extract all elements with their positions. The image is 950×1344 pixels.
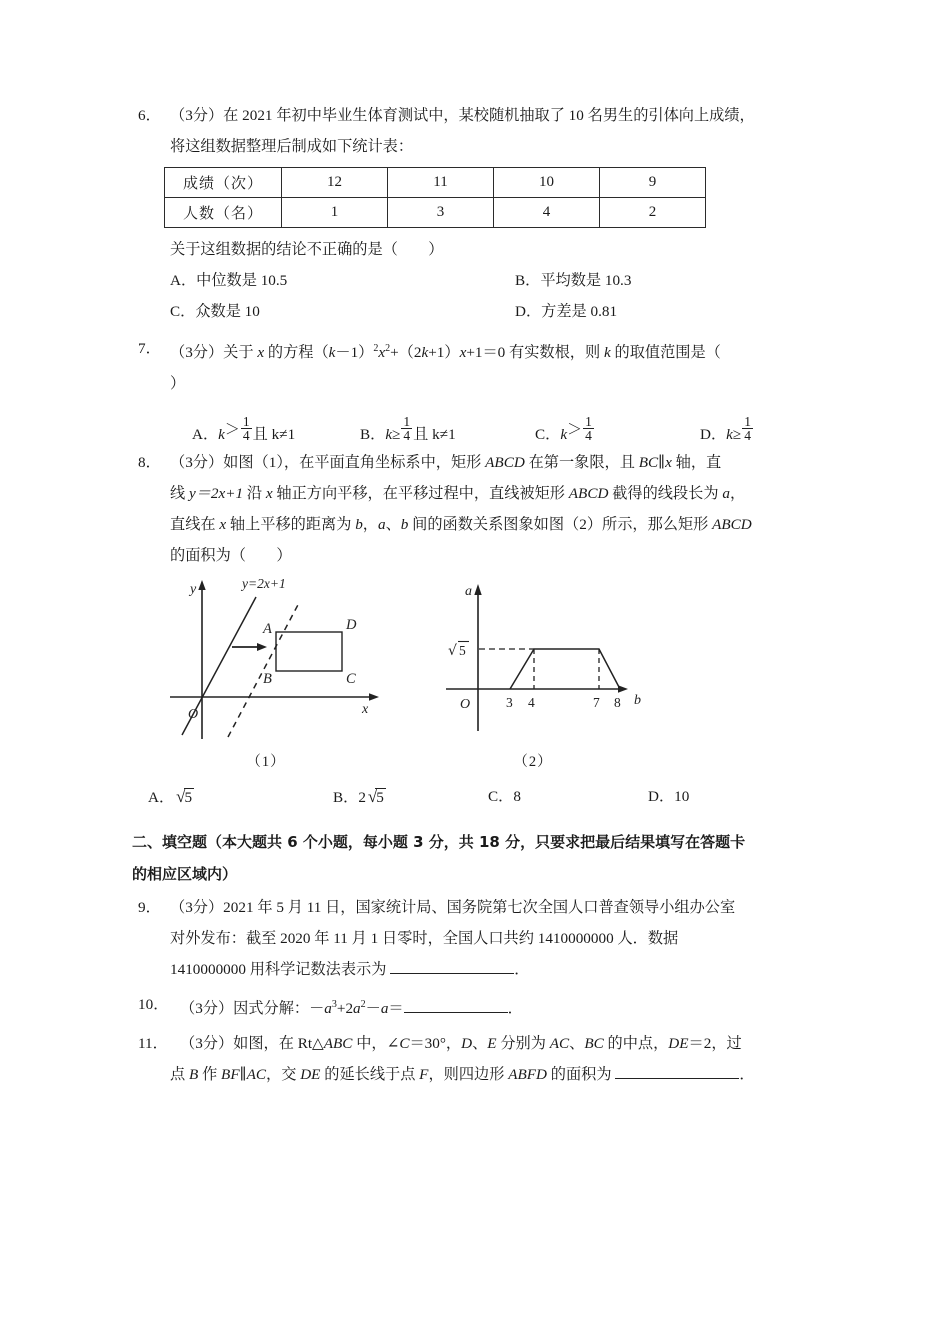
table-row-scores xyxy=(165,168,706,198)
figure-2-y-tick-sqrt5 xyxy=(448,642,469,660)
q8-t8: ， xyxy=(729,485,746,503)
q11-t3: ＝30°， xyxy=(409,1035,462,1053)
question-6-choice-d[interactable]: D．方差是 0.81 xyxy=(515,303,618,320)
question-8-choice-d[interactable] xyxy=(648,781,689,812)
question-8-line3 xyxy=(170,509,828,540)
section-2-heading-line1: 二、填空题（本大题共 6 个小题，每小题 3 分，共 18 分，只要求把最后结果填写在答题卡 xyxy=(132,833,746,852)
q11-quad-abfd: ABFD xyxy=(508,1066,547,1084)
q11-t6: 、 xyxy=(569,1035,585,1053)
q11-t12: 的延长线于点 xyxy=(320,1066,420,1084)
q8-var-x: x xyxy=(265,485,273,503)
question-8-line2 xyxy=(170,478,828,509)
q8-t5: 沿 xyxy=(243,485,266,503)
q8-t9: 直线在 xyxy=(170,516,220,534)
q8-line-eq: y＝2x+1 xyxy=(188,485,244,503)
q7-var-k3: k xyxy=(603,344,611,362)
q11-seg-bc: BC xyxy=(584,1035,604,1053)
q8-abcd-3: ABCD xyxy=(712,516,752,534)
q9-t1: 2021 年 5 月 11 日，国家统计局、国务院第七次全国人口普查领导小组办公室 xyxy=(223,899,736,917)
q11-t13: ，则四边形 xyxy=(428,1066,509,1084)
q8-t2: 在第一象限，且 xyxy=(524,454,639,472)
table-cell-score-3: 10 xyxy=(494,168,600,198)
q7-var-x: x xyxy=(257,344,265,362)
figure-1-vertex-d-label: D xyxy=(346,617,357,634)
question-8-choice-c[interactable] xyxy=(488,781,521,812)
q11-t15: ． xyxy=(739,1066,755,1084)
q10-t1: 因式分解：－ xyxy=(233,1000,325,1018)
q9-t2: 1410000000 用科学记数法表示为 xyxy=(170,961,391,979)
q11-t11: ，交 xyxy=(266,1066,301,1084)
question-10-score: （3分） xyxy=(180,1000,234,1018)
q11-seg-de: DE xyxy=(668,1035,689,1053)
question-8-score: （3分） xyxy=(170,454,224,472)
q7d-numerator: 1 xyxy=(744,414,751,430)
q9-t3: ． xyxy=(514,961,530,979)
q11-t5: 分别为 xyxy=(496,1035,550,1053)
question-6-line2: 将这组数据整理后制成如下统计表： xyxy=(170,138,413,155)
figure-1-vertex-a-label: A xyxy=(263,621,272,638)
figure-1-x-axis-label: x xyxy=(362,702,369,718)
figure-1-caption: （1） xyxy=(246,754,286,771)
q8-t13: 间的函数关系图象如图（2）所示，那么矩形 xyxy=(408,516,713,534)
q7d-var: k xyxy=(726,426,733,444)
question-11-score: （3分） xyxy=(180,1035,234,1053)
figure-2-x-tick-3: 3 xyxy=(506,695,513,711)
q7-t2: 的方程（ xyxy=(264,344,329,362)
q7-var-k2: k xyxy=(421,344,429,362)
q11-t1: 如图，在 Rt△ xyxy=(233,1035,324,1053)
statistics-table xyxy=(164,167,706,228)
q8-abcd-1: ABCD xyxy=(485,454,525,472)
question-11-number: 11． xyxy=(138,1035,168,1053)
figure-2-caption: （2） xyxy=(513,754,553,771)
q8-t10: 轴上平移的距离为 xyxy=(226,516,356,534)
q7-exp-x2: 2 xyxy=(385,343,391,354)
question-10 xyxy=(138,989,828,1024)
q11-t4: 、 xyxy=(472,1035,488,1053)
question-6-prompt: 关于这组数据的结论不正确的是（ ） xyxy=(170,241,444,258)
table-cell-count-2: 3 xyxy=(388,198,494,228)
figure-2-x-tick-7: 7 xyxy=(593,695,600,711)
table-cell-count-3: 4 xyxy=(494,198,600,228)
q8c-value: 8 xyxy=(513,788,521,806)
q7d-label: D． xyxy=(700,426,727,444)
figure-1 xyxy=(160,571,410,771)
q8c-label: C． xyxy=(488,788,514,806)
q10-t2: +2 xyxy=(336,1000,354,1018)
question-7-choice-b[interactable] xyxy=(360,414,456,445)
q7c-var: k xyxy=(560,426,568,444)
q11-t7: 的中点， xyxy=(603,1035,669,1053)
figure-1-vertex-b-label: B xyxy=(263,671,272,688)
q11-abc: ABC xyxy=(323,1035,353,1053)
q8-t6: 轴正方向平移，在平移过程中，直线被矩形 xyxy=(272,485,569,503)
q7a-suffix: 且 k≠1 xyxy=(252,426,296,444)
q7d-fraction xyxy=(742,415,753,442)
question-8-number: 8． xyxy=(138,454,161,472)
q8-abcd-2: ABCD xyxy=(568,485,609,503)
question-6-choices-row1 xyxy=(170,265,828,296)
q8b-radicand: 5 xyxy=(376,789,384,807)
question-11-line1 xyxy=(180,1028,828,1059)
q7c-rel: ＞ xyxy=(567,422,583,439)
q7c-label: C． xyxy=(535,426,561,444)
q7-t6: +1＝0 有实数根，则 xyxy=(466,344,604,362)
q8d-label: D． xyxy=(648,788,675,806)
question-7-score: （3分） xyxy=(170,344,224,362)
q11-seg-de2: DE xyxy=(300,1066,321,1084)
q11-angle-c: C xyxy=(399,1035,410,1053)
q11-t8: ＝2，过 xyxy=(688,1035,742,1053)
q11-t14: 的面积为 xyxy=(547,1066,616,1084)
svg-text:√: √ xyxy=(448,643,457,660)
table-cell-score-1: 12 xyxy=(282,168,388,198)
q11-t2: 中，∠ xyxy=(352,1035,400,1053)
q8a-radical-icon: √5 xyxy=(176,787,193,807)
q7-t4: +（2 xyxy=(390,344,422,362)
q7-t3: －1） xyxy=(335,344,374,362)
question-11-answer-blank[interactable] xyxy=(615,1078,739,1079)
figure-1-vertex-c-label: C xyxy=(346,671,356,688)
q8d-value: 10 xyxy=(674,788,690,806)
q10-var-a3: a xyxy=(380,1000,389,1018)
table-header-score: 成绩（次） xyxy=(165,168,282,198)
section-2-heading xyxy=(132,826,828,890)
question-6-choice-a[interactable]: A．中位数是 10.5 xyxy=(170,272,288,289)
q7a-numerator: 1 xyxy=(242,414,250,430)
question-10-number: 10． xyxy=(138,996,169,1014)
figure-1-origin-label: O xyxy=(188,707,199,723)
question-8-line4: 的面积为（ ） xyxy=(170,547,292,565)
q7a-var: k xyxy=(218,426,225,444)
question-9 xyxy=(138,892,828,985)
q8a-label: A． xyxy=(148,789,175,807)
question-7-choice-a[interactable] xyxy=(192,414,296,445)
question-6-stem: 在 2021 年初中毕业生体育测试中，某校随机抽取了 10 名男生的引体向上成绩， xyxy=(223,107,755,124)
figure-2-a-axis-label: a xyxy=(465,584,472,600)
q7-t5: +1） xyxy=(428,344,460,362)
question-9-line3 xyxy=(170,954,828,985)
q11-pt-b: B xyxy=(188,1066,199,1084)
q8-var-b2: b xyxy=(400,516,409,534)
question-6-line1 xyxy=(170,100,828,131)
q8-var-b: b xyxy=(355,516,363,534)
question-9-score: （3分） xyxy=(170,899,224,917)
q11-pt-d: D xyxy=(461,1035,473,1053)
q7c-denominator: 4 xyxy=(585,428,592,444)
q7b-numerator: 1 xyxy=(403,414,411,430)
q7-t1: 关于 xyxy=(223,344,258,362)
question-7-number: 7． xyxy=(138,340,161,357)
q7-var-k: k xyxy=(328,344,336,362)
q8b-coefficient: 2 xyxy=(358,789,366,807)
q7c-numerator: 1 xyxy=(585,414,592,430)
question-7-choice-d[interactable] xyxy=(700,414,754,445)
q7-exp-2: 2 xyxy=(373,343,379,354)
q7-var-x2: x xyxy=(378,344,386,362)
q8b-label: B． xyxy=(333,789,359,807)
q10-var-a2: a xyxy=(353,1000,361,1018)
figure-1-svg xyxy=(160,571,410,749)
q11-pt-e: E xyxy=(487,1035,497,1053)
question-6-score: （3分） xyxy=(170,107,224,124)
table-cell-score-4: 9 xyxy=(600,168,706,198)
q7b-label: B． xyxy=(360,426,386,444)
table-header-count: 人数（名） xyxy=(165,198,282,228)
q7b-rel: ≥ xyxy=(392,426,401,444)
figure-2-x-tick-8: 8 xyxy=(614,695,621,711)
figure-2 xyxy=(438,571,688,771)
q11-t9: 点 xyxy=(170,1066,189,1084)
question-6-choices-row2 xyxy=(170,296,828,327)
q10-exp-2: 2 xyxy=(360,999,366,1011)
q8-var-x2: x xyxy=(219,516,227,534)
question-8-choices xyxy=(138,781,828,812)
section-2-heading-line2: 的相应区域内） xyxy=(132,865,238,884)
question-9-line2: 对外发布：截至 2020 年 11 月 1 日零时，全国人口共约 1410000000 人．数据 xyxy=(170,930,679,948)
q10-t4: ＝ xyxy=(388,1000,404,1018)
figure-2-origin-label: O xyxy=(460,697,471,713)
question-6-choice-c[interactable]: C．众数是 10 xyxy=(170,303,260,320)
q7b-denominator: 4 xyxy=(403,428,411,444)
question-7-line2: ） xyxy=(170,375,186,393)
q8-bc-par-x: BC∥x xyxy=(638,454,672,472)
table-cell-score-2: 11 xyxy=(388,168,494,198)
question-9-answer-blank[interactable] xyxy=(390,973,514,974)
q8-t4: 线 xyxy=(170,485,189,503)
q8-t1: 如图（1），在平面直角坐标系中，矩形 xyxy=(223,454,486,472)
question-9-number: 9． xyxy=(138,899,161,917)
q10-var-a1: a xyxy=(324,1000,332,1018)
q7b-var: k xyxy=(385,426,393,444)
q7a-rel: ＞ xyxy=(224,422,240,439)
q11-t10: 作 xyxy=(198,1066,222,1084)
question-7-choice-c[interactable] xyxy=(535,414,595,445)
q11-pt-f: F xyxy=(419,1066,429,1084)
q7a-fraction xyxy=(241,415,252,442)
question-7-choices xyxy=(170,399,828,445)
svg-text:5: 5 xyxy=(459,643,466,659)
question-7 xyxy=(138,333,828,445)
q7a-denominator: 4 xyxy=(242,428,250,444)
q8a-radicand: 5 xyxy=(184,789,193,807)
q8-var-a2: a xyxy=(377,516,386,534)
question-8-choice-b[interactable] xyxy=(333,781,386,813)
q11-seg-ac: AC xyxy=(549,1035,570,1053)
question-6-number: 6． xyxy=(138,107,161,124)
question-8-figures xyxy=(148,571,828,771)
q11-bf-par-ac: BF∥AC xyxy=(221,1066,267,1084)
figure-2-svg xyxy=(438,571,688,749)
q8-var-a: a xyxy=(722,485,730,503)
question-7-line1 xyxy=(170,333,828,368)
q7-t7: 的取值范围是（ xyxy=(610,344,721,362)
figure-2-x-tick-4: 4 xyxy=(528,695,535,711)
question-11-line2 xyxy=(170,1059,828,1090)
page-content xyxy=(132,100,828,1092)
q8-t12: 、 xyxy=(385,516,401,534)
q7d-denominator: 4 xyxy=(744,428,751,444)
q8-t7: 截得的线段长为 xyxy=(608,485,723,503)
question-10-line1 xyxy=(180,989,828,1024)
q10-t5: ． xyxy=(507,1000,523,1018)
question-11 xyxy=(138,1028,828,1090)
table-cell-count-1: 1 xyxy=(282,198,388,228)
question-9-line1 xyxy=(170,892,828,923)
table-cell-count-4: 2 xyxy=(600,198,706,228)
q10-exp-3: 3 xyxy=(331,999,337,1011)
question-6 xyxy=(138,100,828,327)
q10-t3: － xyxy=(365,1000,381,1018)
q7c-fraction xyxy=(583,415,594,442)
q8-t11: ， xyxy=(362,516,378,534)
question-6-choice-b[interactable]: B．平均数是 10.3 xyxy=(515,272,632,289)
q7b-fraction xyxy=(401,415,412,442)
figure-1-line-equation-label: y=2x+1 xyxy=(242,576,286,592)
q8b-radical-icon: √5 xyxy=(367,787,384,807)
q7-var-x3: x xyxy=(459,344,467,362)
q7b-suffix: 且 k≠1 xyxy=(413,426,456,444)
q7d-rel: ≥ xyxy=(732,426,742,444)
q7a-label: A． xyxy=(192,426,219,444)
question-8 xyxy=(138,447,828,812)
q8-t3: 轴，直 xyxy=(671,454,722,472)
figure-1-y-axis-label: y xyxy=(190,582,197,598)
question-10-answer-blank[interactable] xyxy=(404,1012,508,1013)
figure-2-b-axis-label: b xyxy=(634,693,641,709)
question-8-choice-a[interactable] xyxy=(148,781,194,813)
table-row-counts xyxy=(165,198,706,228)
question-8-line1 xyxy=(170,447,828,478)
